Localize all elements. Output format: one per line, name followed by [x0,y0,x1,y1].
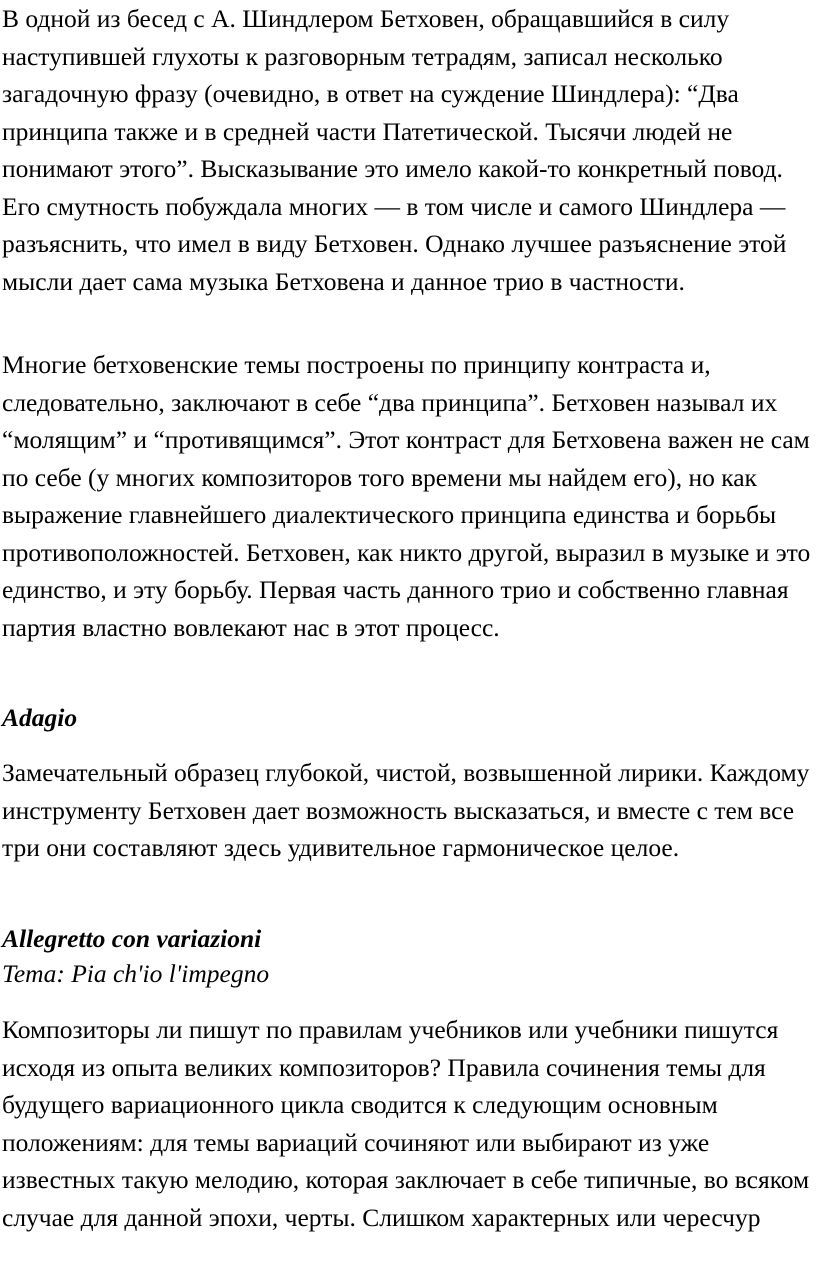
heading-adagio: Adagio [2,703,78,732]
subheading-tema: Tema: Pia ch'io l'impegno [2,959,270,988]
paragraph-variation-theme-rules: Композиторы ли пишут по правилам учебников или учебники пишутся исходя из опыта великих композиторов? Правила сочинения темы для будущего вариационного цикла сводится к следующим основным положениям: для темы вариаций сочиняют или выбирают из уже известных такую мелодию, которая заключает в себе типичные, во всяком случае для данной эпохи, черты. Слишком характерных или чересчур [2,1015,810,1232]
heading-allegretto-con-variazioni: Allegretto con variazioni [2,924,262,953]
paragraph-two-principles: Многие бетховенские темы построены по принципу контраста и, следовательно, заключают в себе “два принципа”. Бетховен называл их “молящим” и “противящимся”. Этот контраст для Бетховена важен не сам по себе (у многих композиторов того времени мы найдем его), но как выражение главнейшего диалектического принципа единства и борьбы противоположностей. Бетховен, как никто другой, выразил в музыке и это единство, и эту борьбу. Первая часть данного трио и собственно главная партия властно вовлекают нас в этот процесс. [2,350,811,642]
paragraph-schindler-conversation: В одной из бесед с А. Шиндлером Бетховен, обращавшийся в силу наступившей глухоты к разговорным тетрадям, записал несколько загадочную фразу (очевидно, в ответ на суждение Шиндлера): “Два принципа также и в средней части Патетической. Тысячи людей не понимают этого”. Высказывание это имело какой-то конкретный повод. Его смутность побуждала многих — в том числе и самого Шиндлера — разъяснить, что имел в виду Бетховен. Однако лучшее разъяснение этой мысли дает сама музыка Бетховена и данное трио в частности. [2,4,787,296]
paragraph-adagio-lyricism: Замечательный образец глубокой, чистой, возвышенной лирики. Каждому инструменту Бетховен дает возможность высказаться, и вместе с тем все три они составляют здесь удивительное гармоническое целое. [2,758,810,862]
